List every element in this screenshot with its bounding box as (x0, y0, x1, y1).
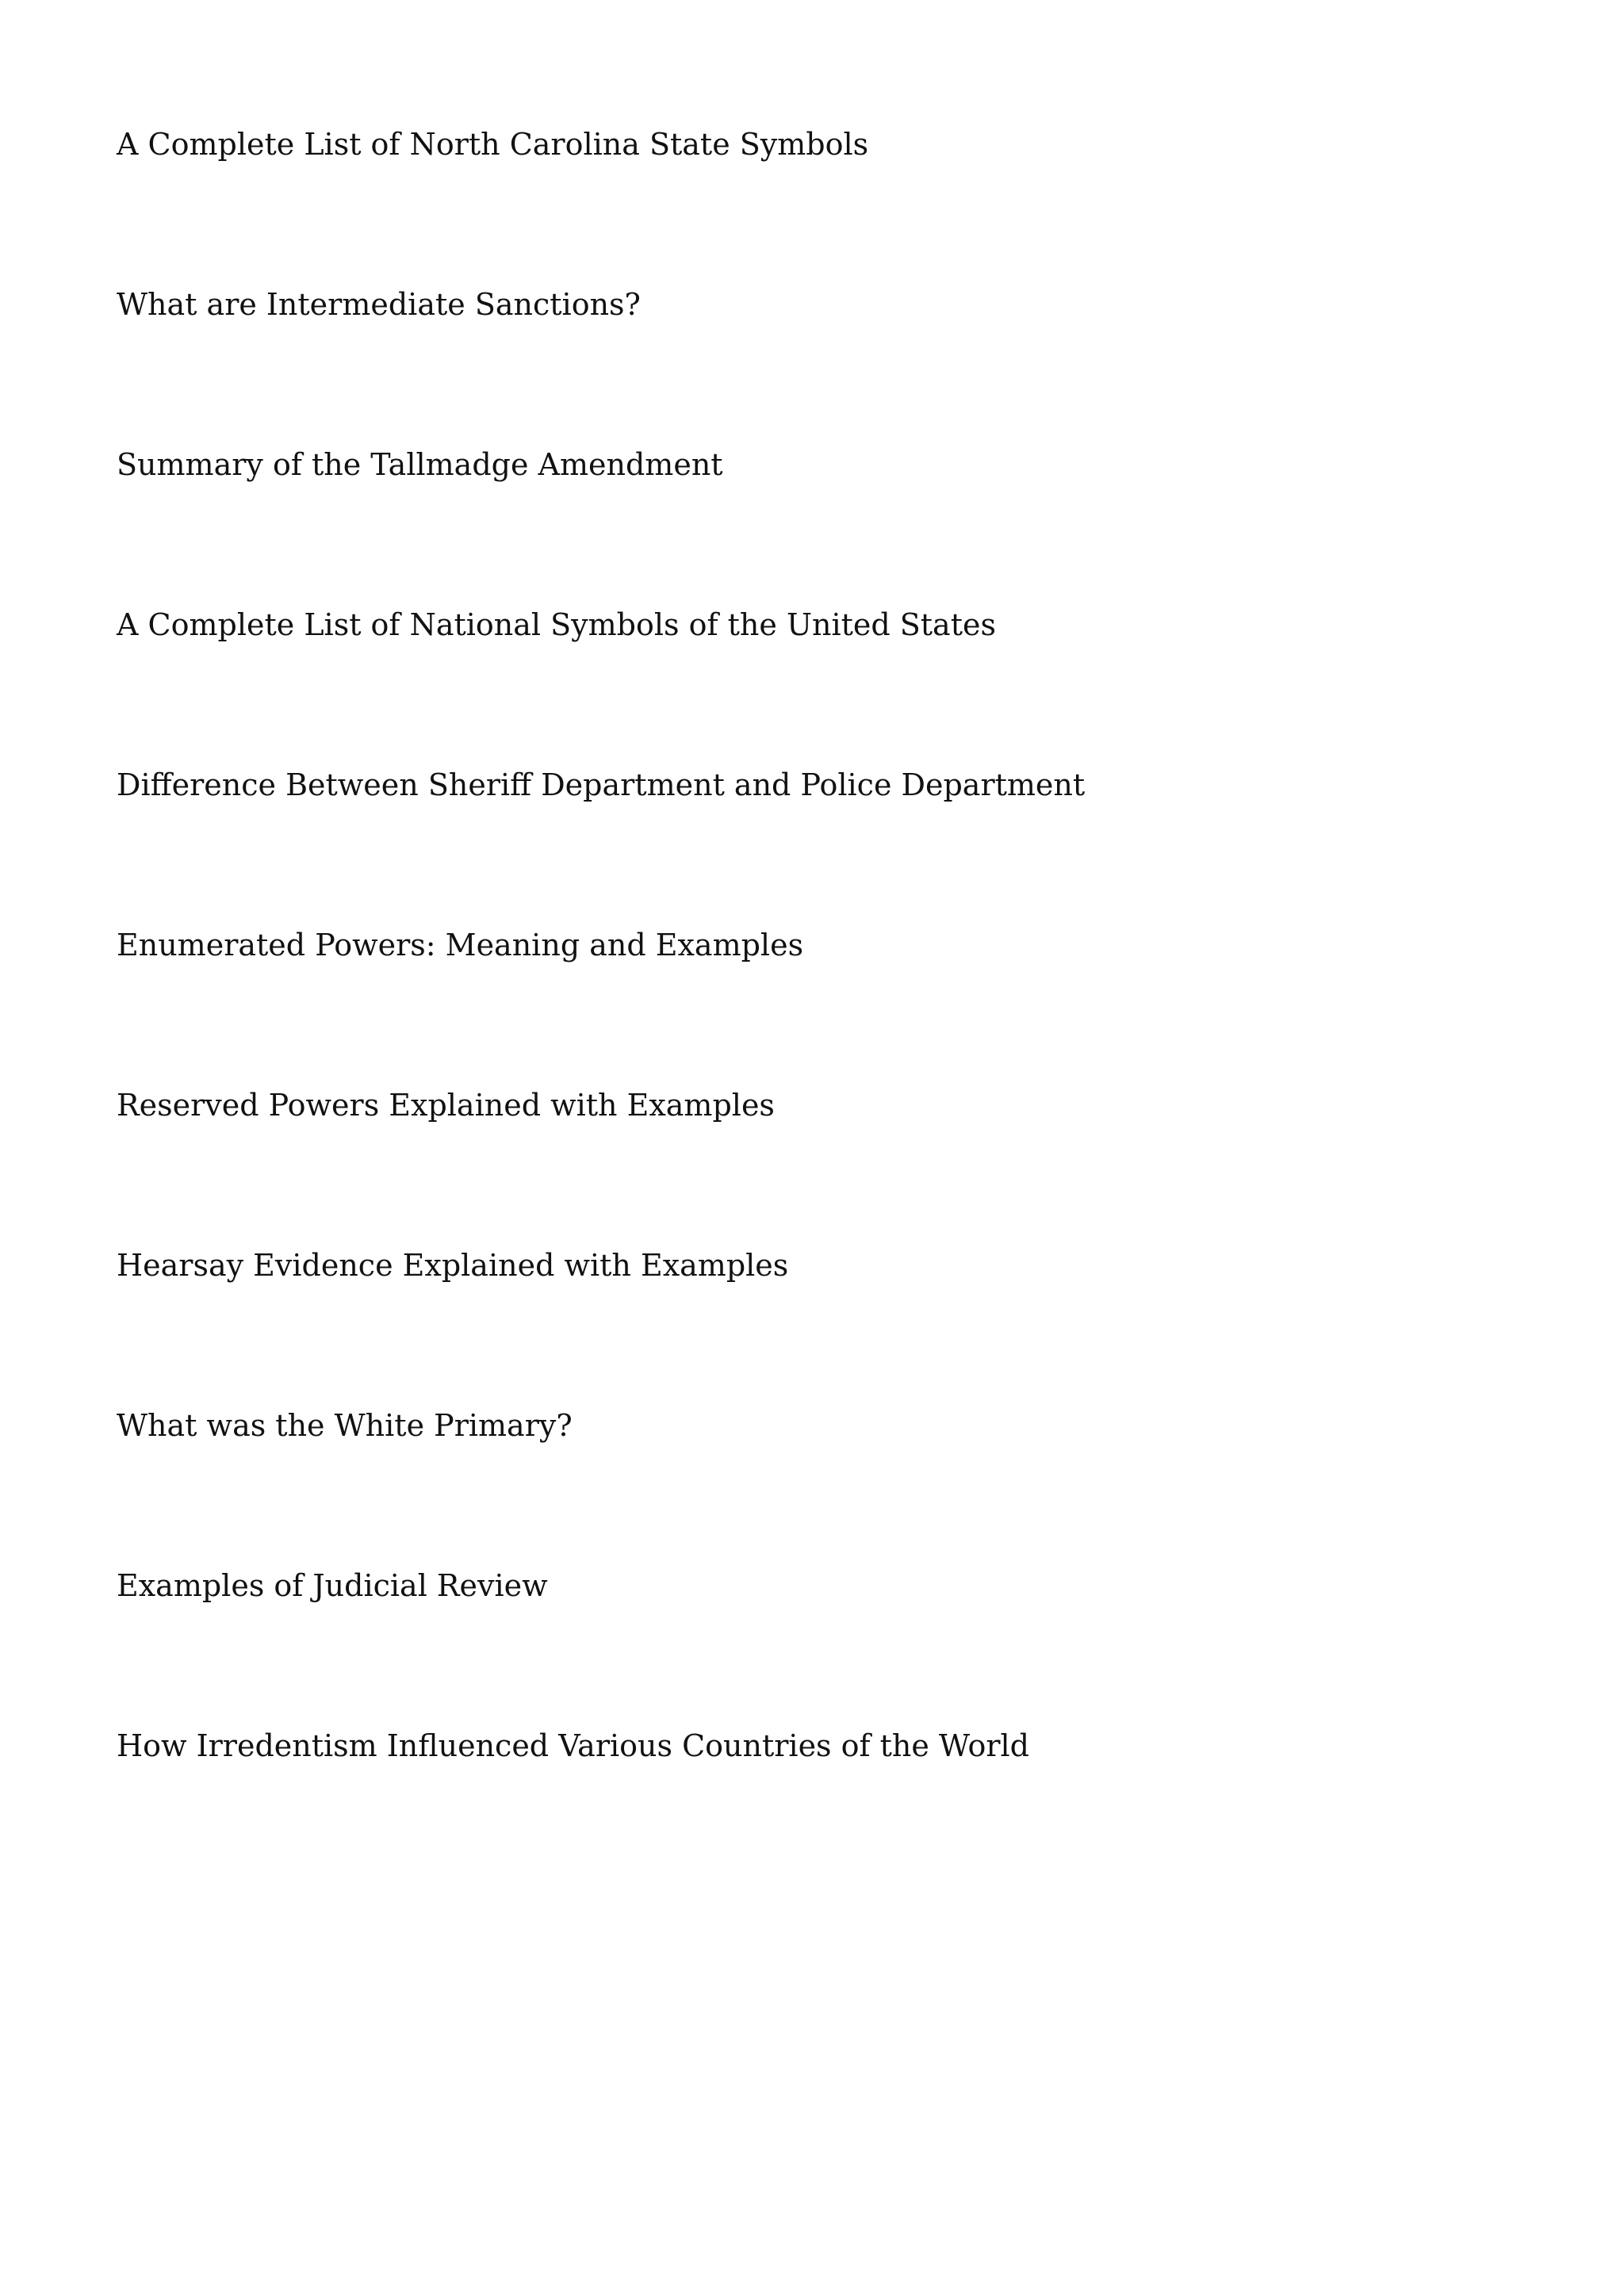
list-item (117, 1560, 1465, 1720)
article-link-intermediate-sanctions[interactable]: What are Intermediate Sanctions? (117, 287, 641, 322)
list-item (117, 1720, 1465, 1881)
list-item (117, 920, 1465, 1080)
article-link-white-primary[interactable]: What was the White Primary? (117, 1408, 573, 1443)
article-link-sheriff-vs-police[interactable]: Difference Between Sheriff Department and Police Department (117, 767, 1086, 802)
list-item (117, 119, 1465, 279)
article-list (117, 119, 1465, 1881)
article-link-judicial-review[interactable]: Examples of Judicial Review (117, 1568, 548, 1603)
list-item (117, 1240, 1465, 1400)
list-item (117, 599, 1465, 760)
list-item (117, 279, 1465, 439)
list-item (117, 439, 1465, 599)
list-item (117, 1080, 1465, 1240)
article-link-tallmadge-amendment[interactable]: Summary of the Tallmadge Amendment (117, 447, 723, 482)
article-link-irredentism[interactable]: How Irredentism Influenced Various Countries of the World (117, 1728, 1029, 1763)
article-link-hearsay-evidence[interactable]: Hearsay Evidence Explained with Examples (117, 1248, 789, 1283)
article-link-enumerated-powers[interactable]: Enumerated Powers: Meaning and Examples (117, 928, 804, 962)
article-link-north-carolina-state-symbols[interactable]: A Complete List of North Carolina State Symbols (117, 127, 869, 162)
article-link-reserved-powers[interactable]: Reserved Powers Explained with Examples (117, 1088, 775, 1123)
list-item (117, 1400, 1465, 1560)
list-item (117, 760, 1465, 920)
article-link-national-symbols-us[interactable]: A Complete List of National Symbols of the United States (117, 607, 996, 642)
